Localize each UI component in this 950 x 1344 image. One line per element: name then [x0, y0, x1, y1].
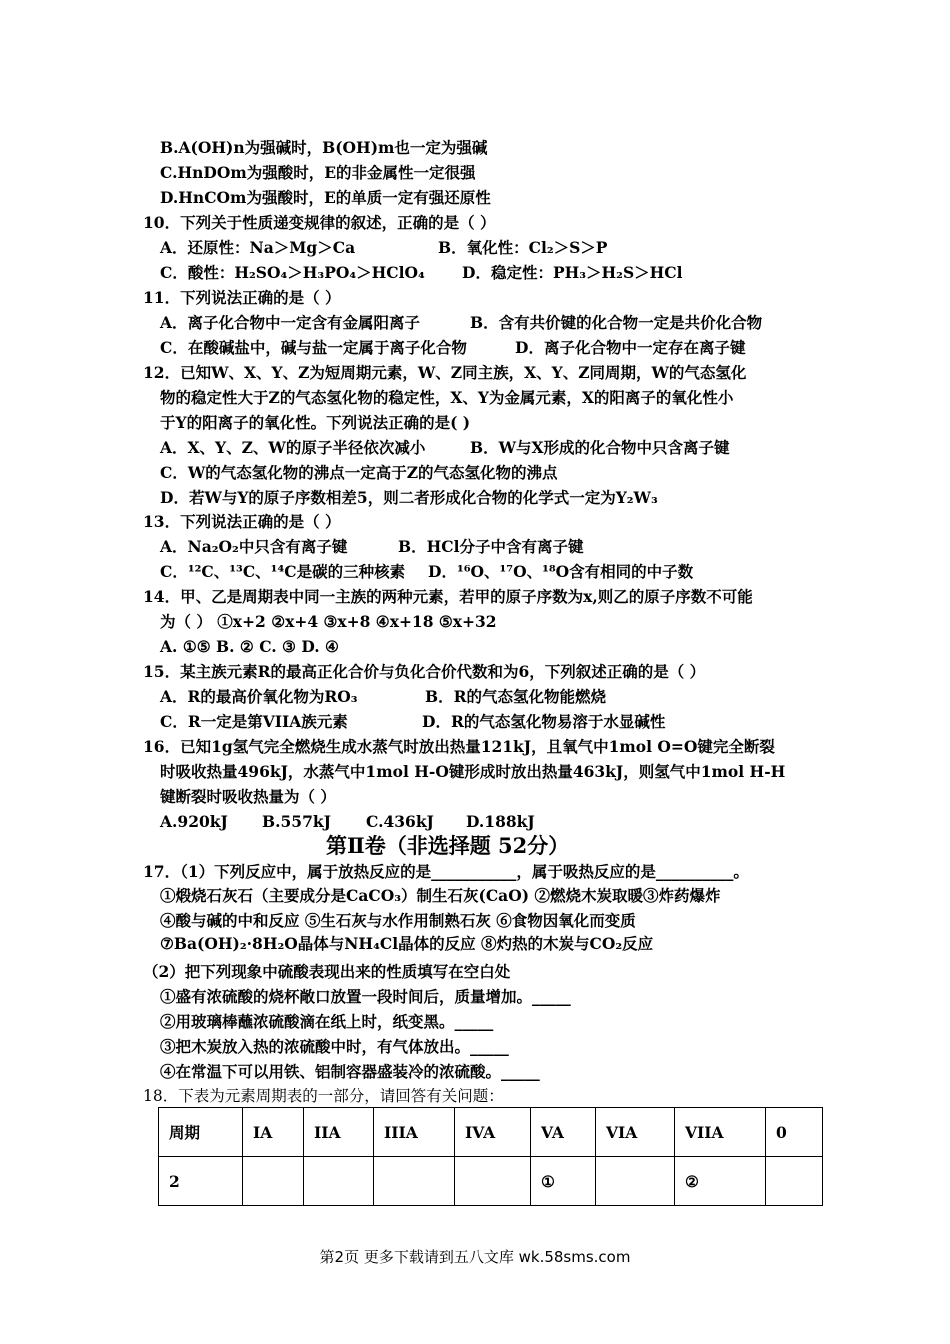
option-b-9: B.A(OH)n为强碱时，B(OH)m也一定为强碱 [160, 138, 488, 157]
q11-option-a: A．离子化合物中一定含有金属阳离子 [160, 313, 421, 332]
question-16-line3: 键断裂时吸收热量为（ ） [160, 787, 336, 806]
q16-option-b: B.557kJ [262, 812, 331, 831]
q15-option-d: D．R的气态氢化物易溶于水显碱性 [422, 712, 666, 731]
table-header-cell: IVA [455, 1108, 531, 1157]
table-cell [374, 1157, 455, 1206]
option-d-9: D.HnCOm为强酸时，E的单质一定有强还原性 [160, 188, 491, 207]
question-12-line1: 12．已知W、X、Y、Z为短周期元素，W、Z同主族，X、Y、Z同周期，W的气态氢化 [143, 363, 747, 382]
question-12-line3: 于Y的阳离子的氧化性。下列说法正确的是( ) [160, 413, 471, 432]
q11-option-d: D．离子化合物中一定存在离子键 [515, 338, 746, 357]
question-15: 15．某主族元素R的最高正化合价与负化合价代数和为6，下列叙述正确的是（ ） [143, 662, 706, 681]
q13-option-b: B．HCl分子中含有离子键 [398, 537, 584, 556]
table-header-cell: 周期 [159, 1108, 243, 1157]
q15-option-a: A．R的最高价氧化物为RO₃ [160, 687, 358, 706]
question-17-part1: 17．（1）下列反应中，属于放热反应的是___________，属于吸热反应的是__________。 [143, 862, 749, 881]
q17-part2-item2: ②用玻璃棒蘸浓硫酸滴在纸上时，纸变黑。_____ [160, 1012, 494, 1031]
q10-option-b: B．氧化性：Cl₂＞S＞P [438, 238, 608, 257]
q10-option-a: A．还原性：Na＞Mg＞Ca [160, 238, 356, 257]
table-header-row [159, 1108, 823, 1157]
question-14-line1: 14．甲、乙是周期表中同一主族的两种元素，若甲的原子序数为x,则乙的原子序数不可能 [143, 587, 753, 606]
table-cell: ② [675, 1157, 766, 1206]
question-11: 11．下列说法正确的是（ ） [143, 288, 341, 307]
table-header-cell: VIIA [675, 1108, 766, 1157]
q17-part2-item1: ①盛有浓硫酸的烧杯敞口放置一段时间后，质量增加。_____ [160, 987, 571, 1006]
table-header-cell: IIIA [374, 1108, 455, 1157]
table-cell [304, 1157, 374, 1206]
question-18: 18．下表为元素周期表的一部分，请回答有关问题： [143, 1087, 504, 1105]
page-footer: 第2页 更多下载请到五八文库 wk.58sms.com [319, 1248, 631, 1266]
section-title: 第Ⅱ卷（非选择题 52分） [326, 833, 570, 858]
option-c-9: C.HnDOm为强酸时，E的非金属性一定很强 [160, 163, 476, 182]
table-header-cell: IIA [304, 1108, 374, 1157]
q16-option-d: D.188kJ [466, 812, 535, 831]
q17-item-1: ①煅烧石灰石（主要成分是CaCO₃）制生石灰(CaO) ②燃烧木炭取暖③炸药爆炸 [160, 886, 721, 905]
q17-item-3: ⑦Ba(OH)₂·8H₂O晶体与NH₄Cl晶体的反应 ⑧灼热的木炭与CO₂反应 [160, 934, 654, 953]
table-cell [455, 1157, 531, 1206]
table-header-cell: IA [243, 1108, 304, 1157]
q13-option-a: A．Na₂O₂中只含有离子键 [160, 537, 348, 556]
question-16-line1: 16．已知1g氢气完全燃烧生成水蒸气时放出热量121kJ，且氧气中1mol O=O键完全断裂 [143, 737, 775, 756]
q17-part2-item4: ④在常温下可以用铁、铝制容器盛装冷的浓硫酸。_____ [160, 1062, 540, 1081]
table-cell: ① [531, 1157, 596, 1206]
q15-option-b: B．R的气态氢化物能燃烧 [425, 687, 606, 706]
table-cell [596, 1157, 675, 1206]
q15-option-c: C．R一定是第VIIA族元素 [160, 712, 348, 731]
q12-option-c: C．W的气态氢化物的沸点一定高于Z的气态氢化物的沸点 [160, 463, 558, 482]
q10-option-d: D．稳定性：PH₃＞H₂S＞HCl [462, 263, 683, 282]
question-13: 13．下列说法正确的是（ ） [143, 512, 341, 531]
question-16-line2: 时吸收热量496kJ，水蒸气中1mol H-O键形成时放出热量463kJ，则氢气中1mol H-H [160, 762, 786, 781]
periodic-table [158, 1107, 823, 1206]
q16-option-a: A.920kJ [160, 812, 228, 831]
q10-option-c: C．酸性：H₂SO₄＞H₃PO₄＞HClO₄ [160, 263, 425, 282]
q12-option-d: D．若W与Y的原子序数相差5，则二者形成化合物的化学式一定为Y₂W₃ [160, 488, 658, 507]
q13-option-d: D．¹⁶O、¹⁷O、¹⁸O含有相同的中子数 [428, 562, 694, 581]
table-row [159, 1157, 823, 1206]
table-cell: 2 [159, 1157, 243, 1206]
table-cell [766, 1157, 823, 1206]
table-header-cell: 0 [766, 1108, 823, 1157]
q11-option-b: B．含有共价键的化合物一定是共价化合物 [470, 313, 763, 332]
q11-option-c: C．在酸碱盐中，碱与盐一定属于离子化合物 [160, 338, 467, 357]
q13-option-c: C．¹²C、¹³C、¹⁴C是碳的三种核素 [160, 562, 406, 581]
q17-part2-item3: ③把木炭放入热的浓硫酸中时，有气体放出。_____ [160, 1037, 509, 1056]
q12-option-b: B．W与X形成的化合物中只含离子键 [470, 438, 730, 457]
q17-item-2: ④酸与碱的中和反应 ⑤生石灰与水作用制熟石灰 ⑥食物因氧化而变质 [160, 911, 636, 930]
question-14-line2: 为（ ） ①x+2 ②x+4 ③x+8 ④x+18 ⑤x+32 [160, 612, 497, 631]
q12-option-a: A．X、Y、Z、W的原子半径依次减小 [160, 438, 426, 457]
q16-option-c: C.436kJ [366, 812, 434, 831]
question-12-line2: 物的稳定性大于Z的气态氢化物的稳定性，X、Y为金属元素，X的阳离子的氧化性小 [160, 388, 734, 407]
table-header-cell: VA [531, 1108, 596, 1157]
table-cell [243, 1157, 304, 1206]
q17-part2: （2）把下列现象中硫酸表现出来的性质填写在空白处 [143, 962, 511, 981]
q14-options: A. ①⑤ B. ② C. ③ D. ④ [160, 637, 339, 656]
question-10: 10．下列关于性质递变规律的叙述，正确的是（ ） [143, 213, 496, 232]
table-header-cell: VIA [596, 1108, 675, 1157]
